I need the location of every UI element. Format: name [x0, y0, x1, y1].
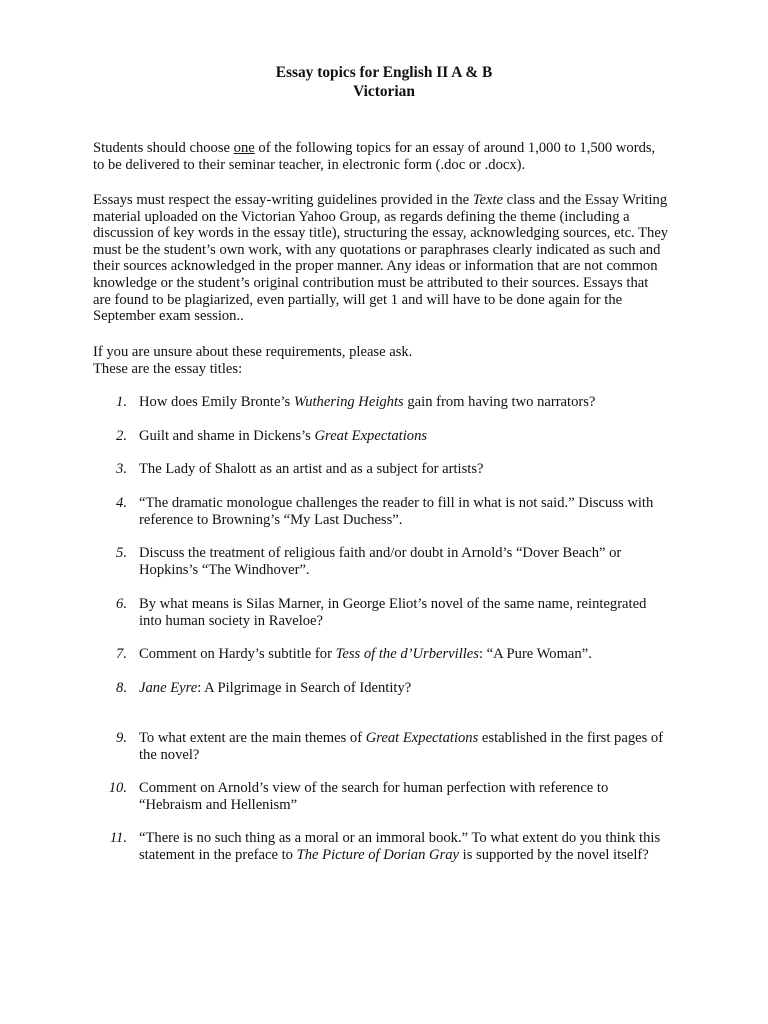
guidelines-line-6: knowledge or the student’s original contribution must be attributed to their sources. Essays that	[93, 274, 649, 291]
topic-text-part: gain from having two narrators?	[403, 394, 596, 410]
document-subtitle: Victorian	[353, 83, 415, 100]
topic-text	[139, 394, 719, 411]
guidelines-line-8: September exam session..	[93, 308, 244, 325]
document-title: Essay topics for English II A & B	[275, 64, 493, 81]
topic-text: The Lady of Shalott as an artist and as a subject for artists?	[139, 461, 484, 477]
guidelines-line-3: discussion of key words in the essay title), structuring the essay, acknowledging sources, etc. They	[93, 225, 669, 242]
topic-text-part: How does Emily Bronte’s	[139, 394, 294, 410]
topic-line-1: “There is no such thing as a moral or an immoral book.” To what extent do you think this	[139, 830, 661, 846]
topic-number: 7.	[116, 646, 127, 662]
requirements-paragraph	[93, 344, 703, 377]
topic-text	[139, 780, 719, 813]
topic-text-part: is supported by the novel itself?	[459, 846, 649, 863]
topic-text-part: statement in the preface to	[139, 846, 297, 863]
topic-text-part: Guilt and shame in Dickens’s	[139, 428, 315, 444]
topic-work-title: Great Expectations	[365, 730, 479, 746]
guidelines-line-2: material uploaded on the Victorian Yahoo Group, as regards defining the theme (including a	[93, 208, 630, 225]
topic-line-1: “The dramatic monologue challenges the reader to fill in what is not said.” Discuss with	[139, 495, 654, 511]
guidelines-line-1	[93, 192, 703, 209]
guidelines-text: Essays must respect the essay-writing guidelines provided in the	[93, 192, 473, 208]
topic-line-2: Hopkins’s “The Windhover”.	[139, 561, 310, 578]
topic-work-title: Great Expectations	[314, 428, 428, 444]
topic-text	[139, 646, 719, 663]
guidelines-line-4: must be the student’s own work, with any quotations or paraphrases clearly indicated as such and	[93, 241, 661, 258]
intro-text-cont: of the following topics for an essay of around 1,000 to 1,500 words,	[254, 140, 656, 156]
topic-text-part: : “A Pure Woman”.	[478, 646, 592, 662]
guidelines-line-5: their sources acknowledged in the proper manner. Any ideas or information that are not common	[93, 258, 658, 275]
topic-line-2: the novel?	[139, 746, 200, 763]
topic-number: 3.	[116, 461, 127, 477]
topic-text	[139, 830, 719, 863]
intro-line-1	[93, 140, 703, 157]
topic-number: 9.	[116, 730, 127, 746]
topic-work-title: Tess of the d’Urbervilles	[335, 646, 479, 662]
topic-text	[139, 428, 719, 445]
guidelines-text-cont: class and the Essay Writing	[503, 192, 668, 208]
topic-text	[139, 495, 719, 528]
titles-intro-line: These are the essay titles:	[93, 360, 243, 377]
topic-number: 2.	[116, 428, 127, 444]
topic-work-title: The Picture of Dorian Gray	[296, 846, 460, 863]
topic-line-1	[139, 730, 719, 747]
topic-text-part: Comment on Hardy’s subtitle for	[139, 646, 336, 662]
topic-work-title: Jane Eyre	[139, 680, 198, 696]
topic-line-1: Comment on Arnold’s view of the search for human perfection with reference to	[139, 780, 609, 796]
topic-line-2: reference to Browning’s “My Last Duchess”.	[139, 511, 403, 528]
topic-text-part: To what extent are the main themes of	[139, 730, 366, 746]
topic-number: 5.	[116, 545, 127, 561]
intro-text: Students should choose	[93, 140, 234, 156]
topic-number: 4.	[116, 495, 127, 511]
intro-line-2: to be delivered to their seminar teacher, in electronic form (.doc or .docx).	[93, 156, 526, 173]
intro-paragraph	[93, 140, 703, 173]
topic-number: 6.	[116, 596, 127, 612]
topic-line-2: into human society in Raveloe?	[139, 612, 323, 629]
guidelines-italic: Texte	[472, 192, 504, 208]
topic-text	[139, 545, 719, 578]
topic-number: 10.	[108, 780, 127, 796]
topic-text-part: : A Pilgrimage in Search of Identity?	[197, 680, 412, 696]
topic-text	[139, 596, 719, 629]
topic-text	[139, 730, 719, 763]
topic-line-1: Discuss the treatment of religious faith and/or doubt in Arnold’s “Dover Beach” or	[139, 545, 622, 561]
topic-text-part: established in the first pages of	[478, 730, 664, 746]
topic-work-title: Wuthering Heights	[293, 394, 404, 410]
topic-number: 11.	[109, 830, 127, 846]
topic-line-2	[139, 847, 719, 864]
topic-text	[139, 680, 719, 697]
guidelines-paragraph	[93, 192, 703, 325]
unsure-line: If you are unsure about these requirements, please ask.	[93, 344, 413, 360]
intro-underlined-word: one	[233, 140, 255, 156]
topic-line-1: By what means is Silas Marner, in George Eliot’s novel of the same name, reintegrated	[139, 596, 647, 612]
topic-line-2: “Hebraism and Hellenism”	[139, 796, 298, 813]
guidelines-line-7: are found to be plagiarized, even partially, will get 1 and will have to be done again for the	[93, 291, 623, 308]
topic-number: 8.	[116, 680, 127, 696]
topic-number: 1.	[116, 394, 127, 410]
